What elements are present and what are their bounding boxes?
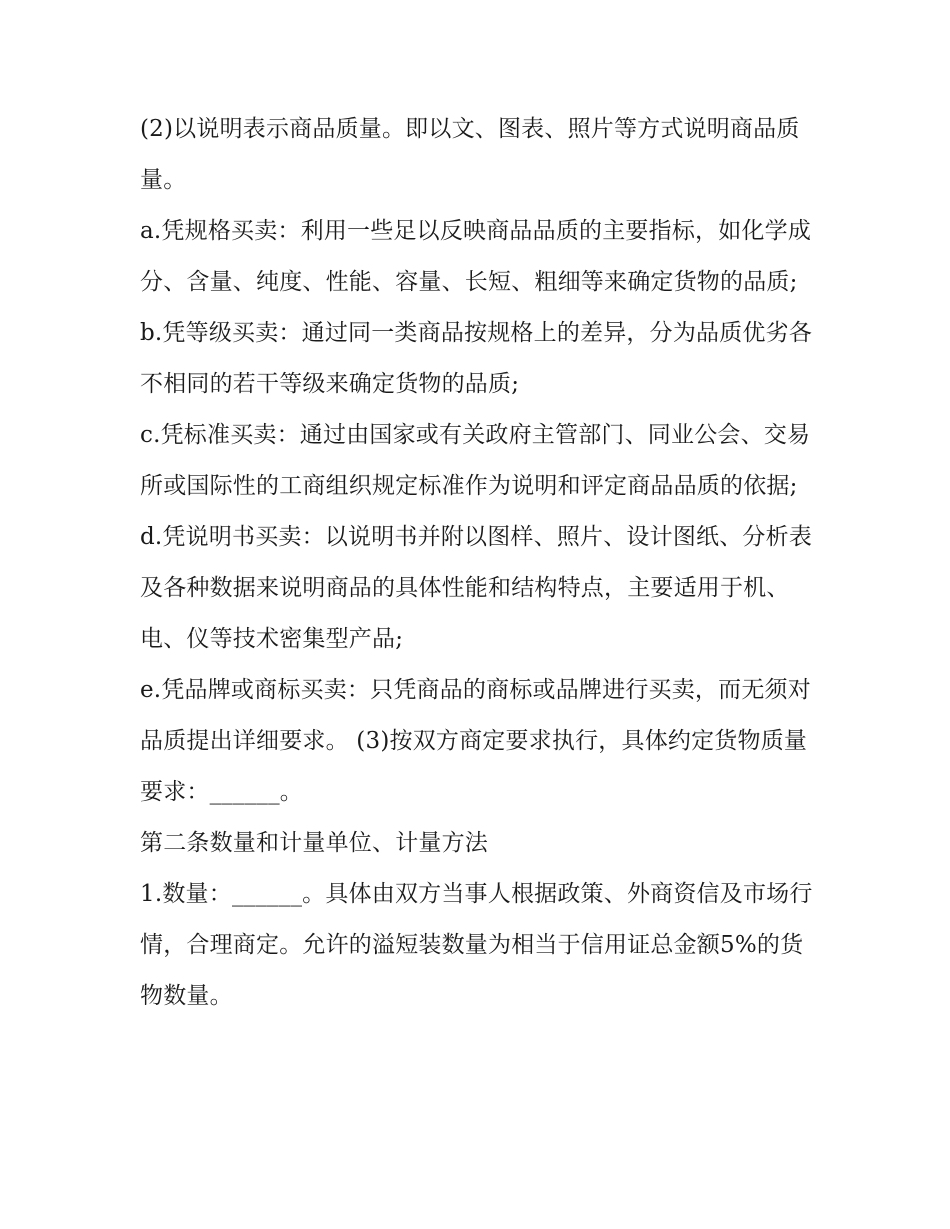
paragraph-by-brand: e.凭品牌或商标买卖：只凭商品的商标或品牌进行买卖，而无须对品质提出详细要求。 (3)按双方商定要求执行，具体约定货物质量要求：______。: [140, 677, 811, 805]
paragraph-by-specification: a.凭规格买卖：利用一些足以反映商品品质的主要指标，如化学成分、含量、纯度、性能、容量、长短、粗细等来确定货物的品质;: [140, 218, 812, 295]
document-body: [140, 104, 820, 1022]
paragraph-quality-by-description: (2)以说明表示商品质量。即以文、图表、照片等方式说明商品质量。: [140, 116, 800, 193]
paragraph-by-standard: c.凭标准买卖：通过由国家或有关政府主管部门、同业公会、交易所或国际性的工商组织规定标准作为说明和评定商品品质的依据;: [140, 422, 811, 499]
section-heading-quantity: 第二条数量和计量单位、计量方法: [140, 830, 488, 856]
paragraph-by-manual: d.凭说明书买卖：以说明书并附以图样、照片、设计图纸、分析表及各种数据来说明商品的具体性能和结构特点，主要适用于机、电、仪等技术密集型产品;: [140, 524, 813, 652]
paragraph-quantity: 1.数量：______。具体由双方当事人根据政策、外商资信及市场行情，合理商定。允许的溢短装数量为相当于信用证总金额5%的货物数量。: [140, 881, 813, 1009]
paragraph-by-grade: b.凭等级买卖：通过同一类商品按规格上的差异，分为品质优劣各不相同的若干等级来确定货物的品质;: [140, 320, 813, 397]
